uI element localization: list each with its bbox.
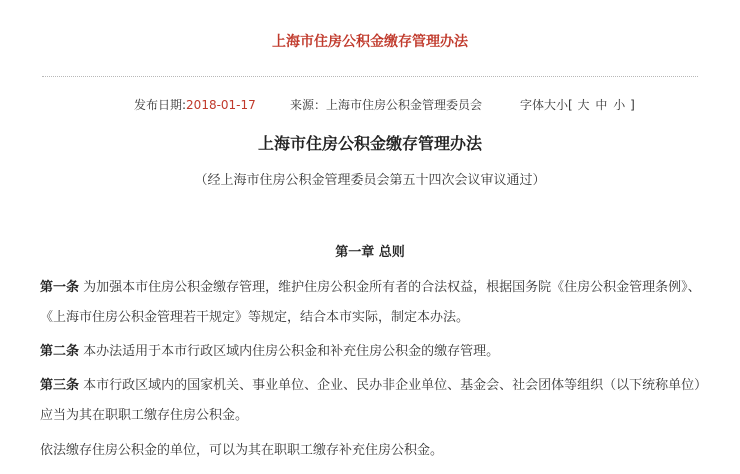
document-subtitle: （经上海市住房公积金管理委员会第五十四次会议审议通过） xyxy=(194,173,546,188)
article-text: 本办法适用于本市行政区域内住房公积金和补充住房公积金的缴存管理。 xyxy=(79,344,500,359)
article-paragraph xyxy=(40,337,704,367)
publish-date-label: 发布日期: xyxy=(134,98,187,112)
article-number: 第一条 xyxy=(40,280,80,295)
header-divider xyxy=(42,76,698,77)
source-label: 来源： xyxy=(290,98,327,112)
article-source xyxy=(290,96,482,114)
font-size-medium-link[interactable]: 中 xyxy=(595,98,608,112)
article-text: 依法缴存住房公积金的单位，可以为其在职职工缴存补充住房公积金。 xyxy=(40,443,444,458)
article-number: 第三条 xyxy=(40,378,80,393)
publish-date xyxy=(134,96,256,114)
page-title: 上海市住房公积金缴存管理办法 xyxy=(272,34,468,50)
font-size-large-link[interactable]: 大 xyxy=(577,98,590,112)
font-size-control xyxy=(520,96,635,114)
font-size-small-link[interactable]: 小 xyxy=(613,98,626,112)
article-meta xyxy=(0,96,740,114)
chapter-title: 第一章 总则 xyxy=(335,245,405,260)
document-title: 上海市住房公积金缴存管理办法 xyxy=(257,134,482,153)
article-paragraph xyxy=(40,273,704,333)
article-text: 为加强本市住房公积金缴存管理，维护住房公积金所有者的合法权益，根据国务院《住房公积金管理条例》、《上海市住房公积金管理若干规定》等规定，结合本市实际，制定本办法。 xyxy=(40,280,701,325)
article-paragraph xyxy=(40,371,704,431)
font-size-bracket-close: ] xyxy=(630,98,635,112)
article-number: 第二条 xyxy=(40,344,80,359)
font-size-bracket-open: [ xyxy=(568,98,573,112)
source-value: 上海市住房公积金管理委员会 xyxy=(326,98,483,112)
font-size-label: 字体大小 xyxy=(520,98,569,112)
article-text: 本市行政区域内的国家机关、事业单位、企业、民办非企业单位、基金会、社会团体等组织（以下统称单位）应当为其在职职工缴存住房公积金。 xyxy=(40,378,701,423)
publish-date-value: 2018-01-17 xyxy=(186,98,256,112)
article-paragraph xyxy=(40,436,704,466)
